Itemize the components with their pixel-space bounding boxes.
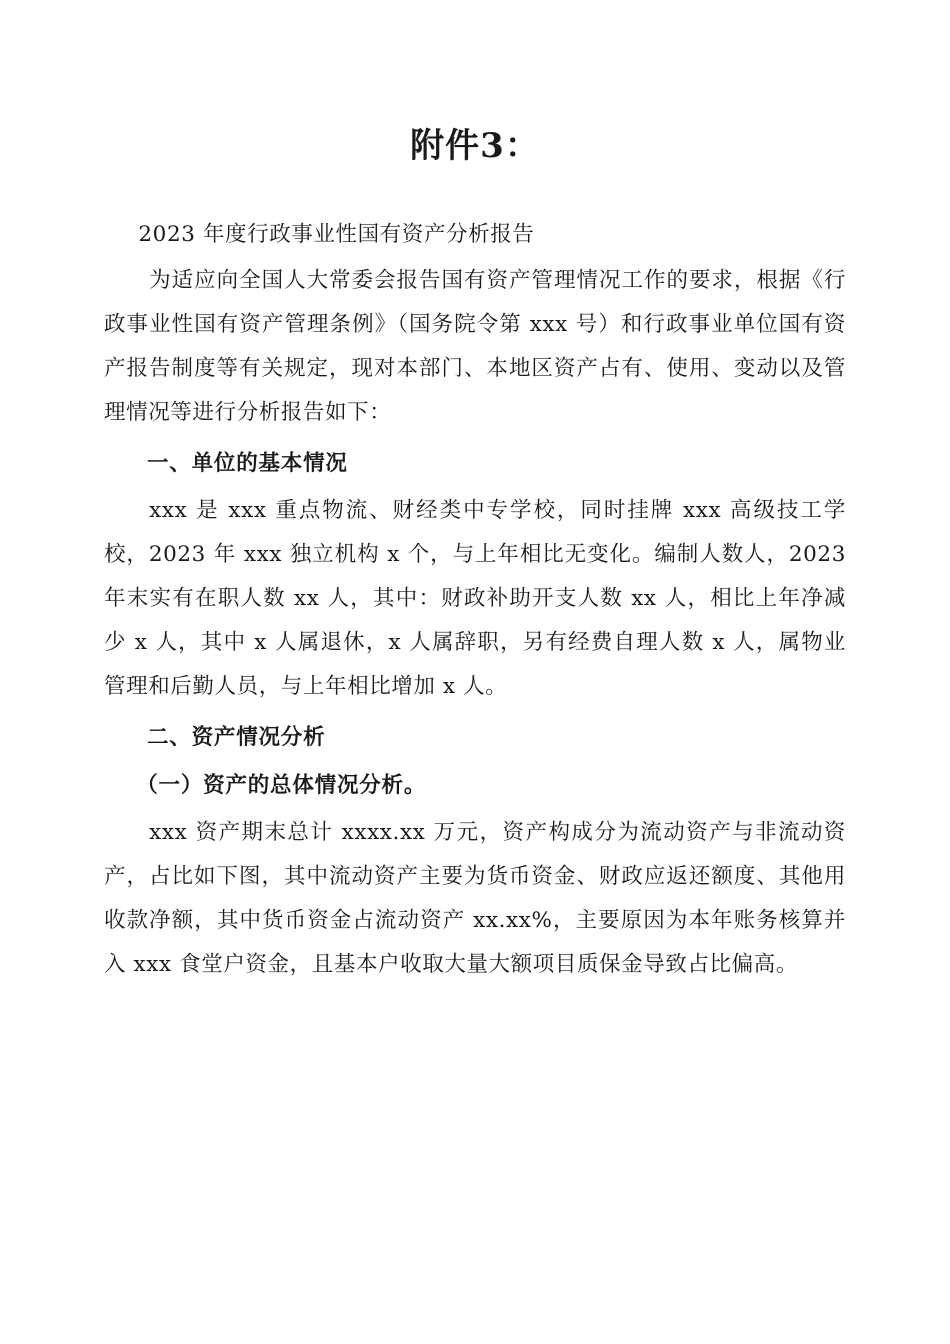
section-heading-1: 一、单位的基本情况	[147, 451, 348, 476]
document-subtitle-line: 2023 年度行政事业性国有资产分析报告	[138, 222, 535, 247]
subsection-heading-2-1: （一）资产的总体情况分析。	[136, 773, 427, 798]
paragraph-section-2-1: xxx 资产期末总计 xxxx.xx 万元，资产构成分为流动资产与非流动资产，占比如下图，其中流动资产主要为货币资金、财政应返还额度、其他用收款净额，其中货币资金占流动资产 xx.xx%，主要原因为本年账务核算并入 xxx 食堂户资金，且基本户收取大量大额项目质保金导致占比偏高。	[104, 820, 846, 977]
section-heading-2: 二、资产情况分析	[147, 725, 326, 750]
paragraph-intro: 为适应向全国人大常委会报告国有资产管理情况工作的要求，根据《行政事业性国有资产管理条例》（国务院令第 xxx 号）和行政事业单位国有资产报告制度等有关规定，现对本部门、本地区资产占有、使用、变动以及管理情况等进行分析报告如下：	[104, 268, 846, 425]
paragraph-section-1: xxx 是 xxx 重点物流、财经类中专学校，同时挂牌 xxx 高级技工学校，2023 年 xxx 独立机构 x 个，与上年相比无变化。编制人数人，2023 年末实有在职人数 xx 人，其中：财政补助开支人数 xx 人，相比上年净减少 x 人，其中 x 人属退休，x 人属辞职，另有经费自理人数 x 人，属物业管理和后勤人员，与上年相比增加 x 人。	[104, 498, 846, 699]
page-title: 附件3：	[410, 126, 540, 166]
